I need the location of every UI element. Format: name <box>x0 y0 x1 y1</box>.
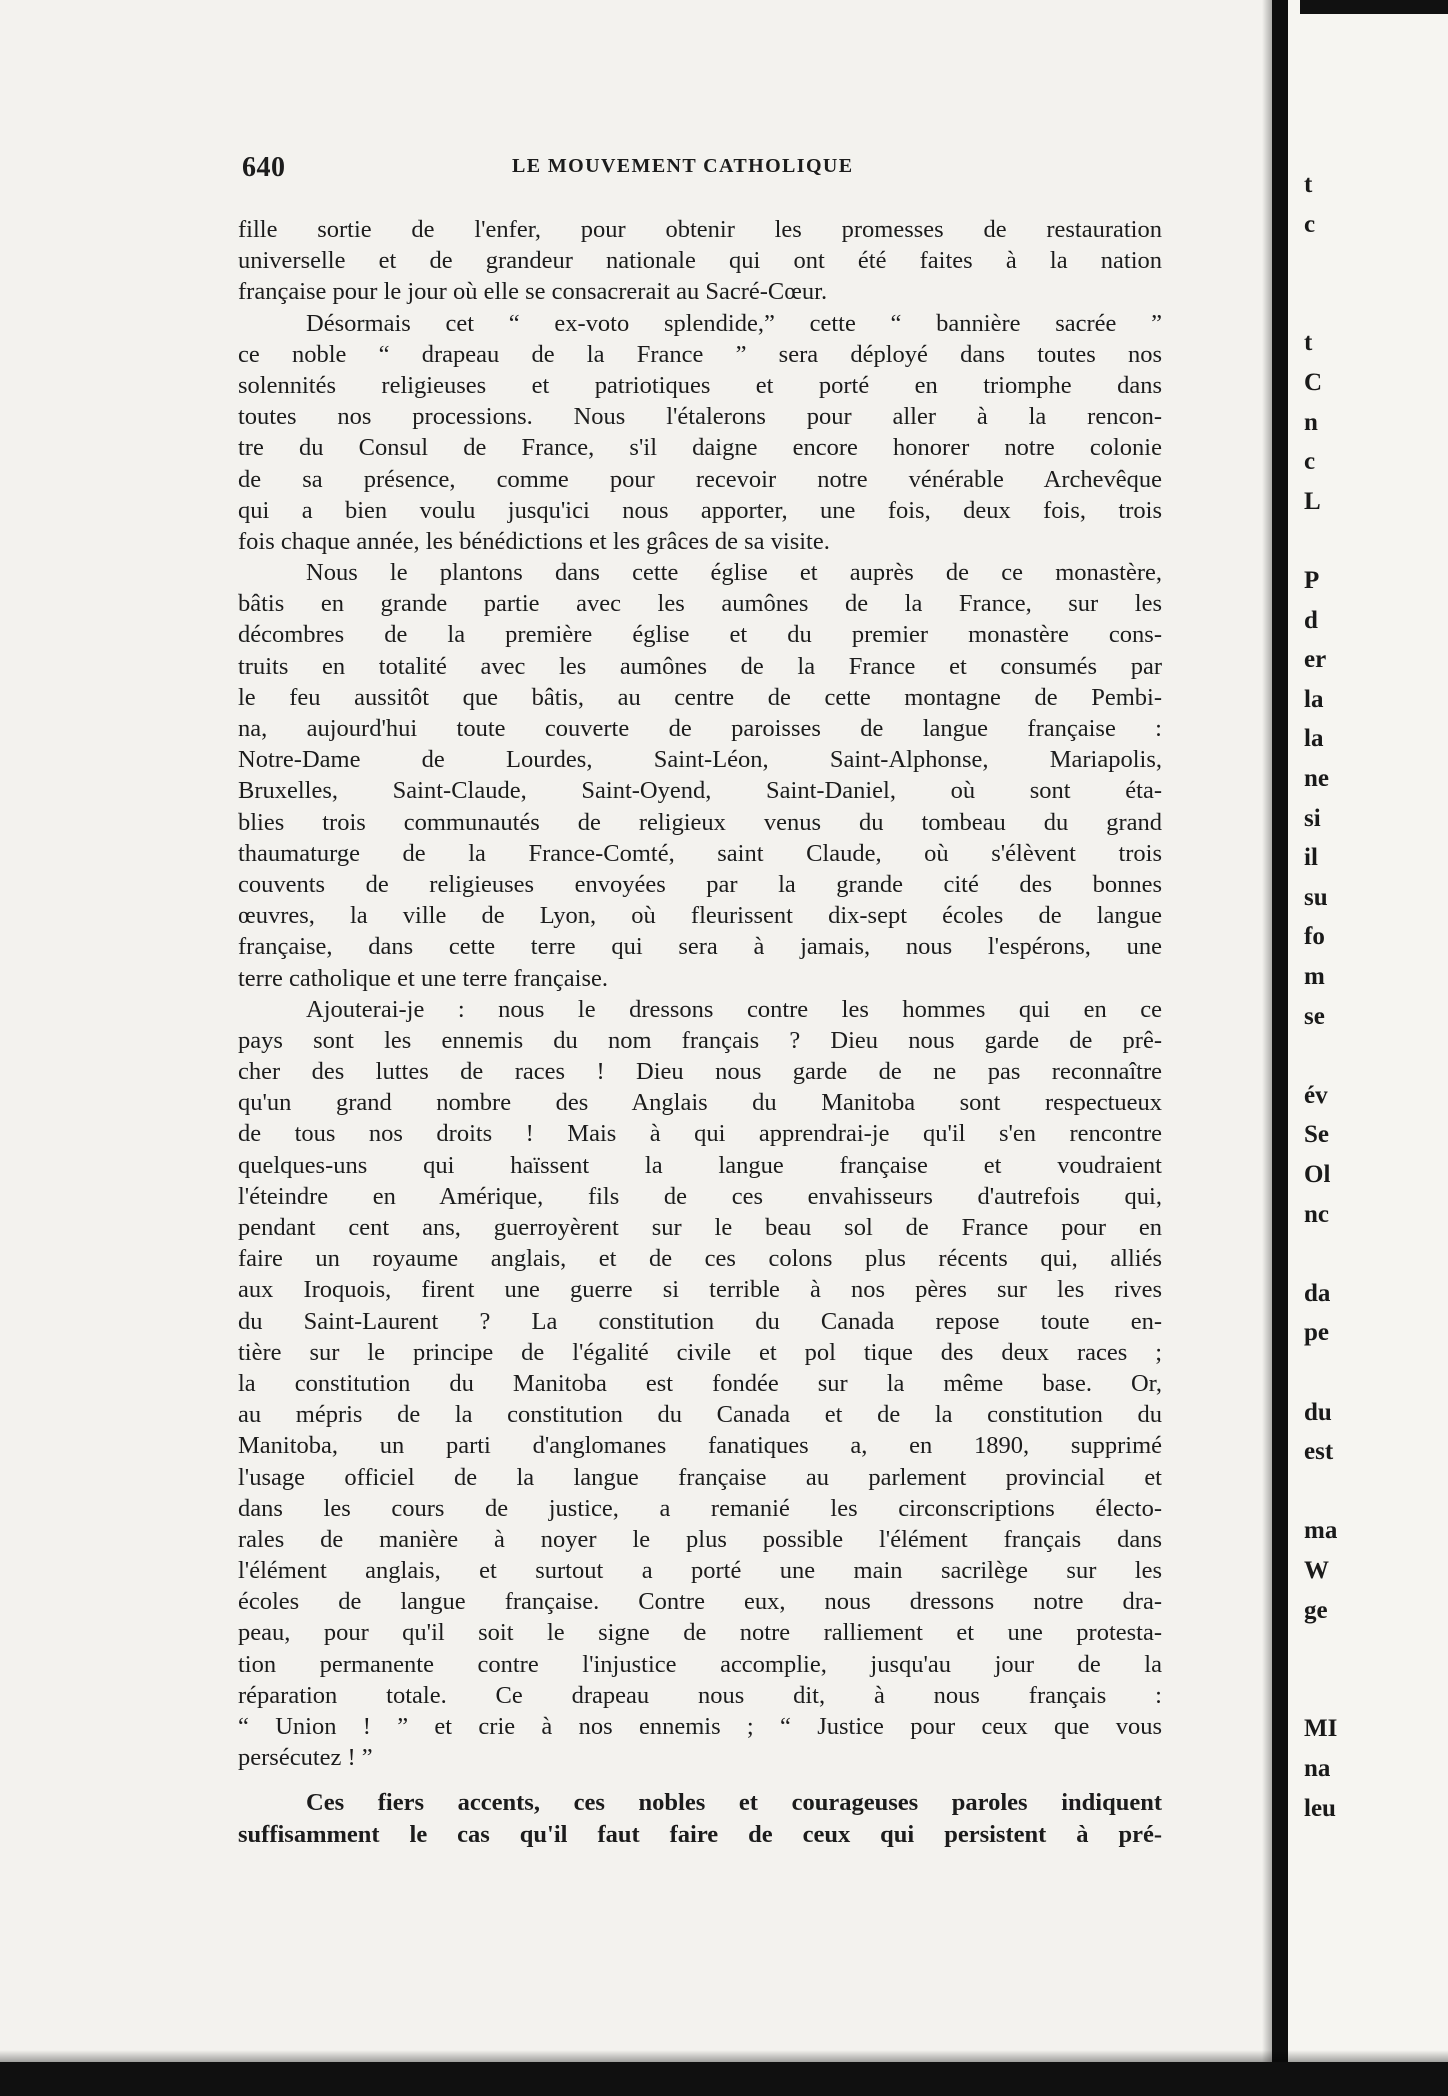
text-line: Notre-Dame de Lourdes, Saint-Léon, Saint-Alphonse, Mariapolis, <box>238 746 1162 774</box>
text-line: de sa présence, comme pour recevoir notre vénérable Archevêque <box>238 465 1162 493</box>
text-line: thaumaturge de la France-Comté, saint Claude, où s'élèvent trois <box>238 839 1162 867</box>
facing-page-fragment: est <box>1304 1438 1334 1466</box>
text-line: décombres de la première église et du premier monastère cons- <box>238 621 1162 649</box>
facing-page-fragment: L <box>1304 487 1321 515</box>
page-header <box>242 152 1152 192</box>
text-line: cher des luttes de races ! Dieu nous garde de ne pas reconnaître <box>238 1058 1162 1086</box>
facing-page-top-shadow <box>1300 0 1448 14</box>
text-line: tion permanente contre l'injustice accomplie, jusqu'au jour de la <box>238 1650 1162 1678</box>
text-line: terre catholique et une terre française. <box>238 964 609 992</box>
facing-page-fragment: se <box>1304 1002 1325 1030</box>
text-line: au mépris de la constitution du Canada et de la constitution du <box>238 1401 1162 1429</box>
text-line: blies trois communautés de religieux venus du tombeau du grand <box>238 808 1162 836</box>
text-line: pendant cent ans, guerroyèrent sur le beau sol de France pour en <box>238 1214 1162 1241</box>
text-line: écoles de langue française. Contre eux, nous dressons notre dra- <box>238 1588 1162 1616</box>
text-line: l'éteindre en Amérique, fils de ces envahisseurs d'autrefois qui, <box>238 1182 1162 1210</box>
facing-page-fragment: n <box>1304 408 1318 436</box>
text-line: fille sortie de l'enfer, pour obtenir les promesses de restauration <box>238 216 1162 243</box>
text-line: bâtis en grande partie avec les aumônes de la France, sur les <box>238 590 1162 618</box>
facing-page-fragment: c <box>1304 210 1316 238</box>
book-gutter <box>1272 0 1288 2096</box>
text-line: l'usage officiel de la langue française au parlement provincial et <box>238 1463 1162 1491</box>
text-line: couvents de religieuses envoyées par la grande cité des bonnes <box>238 870 1162 898</box>
facing-page-fragment: m <box>1304 963 1325 990</box>
facing-page-fragment: t <box>1304 171 1313 198</box>
facing-page-fragment: ma <box>1304 1517 1338 1545</box>
text-line: fois chaque année, les bénédictions et les grâces de sa visite. <box>238 527 830 555</box>
facing-page-fragment: da <box>1304 1279 1331 1307</box>
facing-page-fragment: ge <box>1304 1596 1328 1624</box>
text-line: quelques-uns qui haïssent la langue française et voudraient <box>238 1151 1162 1179</box>
facing-page-fragment: ne <box>1304 765 1329 792</box>
facing-page-fragment: t <box>1304 329 1313 357</box>
text-line: aux Iroquois, firent une guerre si terrible à nos pères sur les rives <box>238 1276 1162 1304</box>
facing-page-fragment: su <box>1304 883 1328 911</box>
text-line: française, dans cette terre qui sera à jamais, nous l'espérons, une <box>238 933 1162 961</box>
text-line: universelle et de grandeur nationale qui ont été faites à la nation <box>238 247 1162 275</box>
text-line: œuvres, la ville de Lyon, où fleurissent dix-sept écoles de langue <box>238 902 1162 930</box>
text-line: le feu aussitôt que bâtis, au centre de cette montagne de Pembi- <box>238 683 1162 711</box>
facing-page-fragment: Ol <box>1304 1161 1331 1188</box>
text-line: suffisamment le cas qu'il faut faire de ceux qui persistent à pré- <box>238 1820 1162 1848</box>
text-line: faire un royaume anglais, et de ces colons plus récents qui, alliés <box>238 1245 1162 1273</box>
facing-page-fragment: nc <box>1304 1200 1329 1228</box>
text-line: réparation totale. Ce drapeau nous dit, à nous français : <box>238 1681 1162 1709</box>
text-line: persécutez ! ” <box>238 1744 373 1772</box>
page-number: 640 <box>242 152 286 183</box>
text-line: rales de manière à noyer le plus possible l'élément français dans <box>238 1525 1162 1553</box>
text-line: Désormais cet “ ex-voto splendide,” cette “ bannière sacrée ” <box>306 309 1162 337</box>
facing-page-fragment: er <box>1304 646 1327 674</box>
facing-page-fragment: la <box>1304 685 1324 713</box>
text-line: Bruxelles, Saint-Claude, Saint-Oyend, Saint-Daniel, où sont éta- <box>238 777 1162 805</box>
facing-page-fragment: la <box>1304 725 1324 753</box>
facing-page-fragment: C <box>1304 369 1323 396</box>
text-line: qu'un grand nombre des Anglais du Manitoba sont respectueux <box>238 1089 1162 1117</box>
text-line: qui a bien voulu jusqu'ici nous apporter, une fois, deux fois, trois <box>238 496 1162 524</box>
text-line: de tous nos droits ! Mais à qui apprendrai-je qu'il s'en rencontre <box>238 1120 1162 1148</box>
facing-page-fragment: c <box>1304 448 1316 476</box>
paragraph-gap <box>238 1773 1162 1787</box>
facing-page-fragment: MI <box>1304 1715 1338 1743</box>
scan-bottom-border <box>0 2062 1448 2096</box>
text-line: toutes nos processions. Nous l'étalerons pour aller à la rencon- <box>238 403 1162 431</box>
text-line: l'élément anglais, et surtout a porté une main sacrilège sur les <box>238 1557 1162 1585</box>
facing-page-fragment: leu <box>1304 1794 1336 1822</box>
text-line: na, aujourd'hui toute couverte de paroisses de langue française : <box>238 715 1162 742</box>
facing-page-fragment: il <box>1304 844 1318 872</box>
facing-page-fragment: pe <box>1304 1319 1329 1347</box>
facing-page-fragment: na <box>1304 1755 1331 1782</box>
text-line: dans les cours de justice, a remanié les circonscriptions électo- <box>238 1494 1162 1522</box>
text-line: tre du Consul de France, s'il daigne encore honorer notre colonie <box>238 434 1162 462</box>
running-title: LE MOUVEMENT CATHOLIQUE <box>512 155 854 177</box>
text-line: “ Union ! ” et crie à nos ennemis ; “ Justice pour ceux que vous <box>238 1713 1162 1740</box>
facing-page-fragment: d <box>1304 606 1318 634</box>
facing-page-fragment: si <box>1304 804 1321 832</box>
facing-page-edge <box>1288 0 1448 2096</box>
text-line: du Saint-Laurent ? La constitution du Canada repose toute en- <box>238 1307 1162 1335</box>
facing-page-fragment: év <box>1304 1081 1328 1109</box>
facing-page-fragment: Se <box>1304 1121 1329 1149</box>
facing-page-fragment: du <box>1304 1398 1332 1426</box>
facing-page-fragment: W <box>1304 1557 1329 1584</box>
text-line: peau, pour qu'il soit le signe de notre ralliement et une protesta- <box>238 1619 1162 1647</box>
text-line: truits en totalité avec les aumônes de la France et consumés par <box>238 652 1162 680</box>
text-line: Ajouterai-je : nous le dressons contre les hommes qui en ce <box>306 995 1162 1023</box>
text-line: Manitoba, un parti d'anglomanes fanatiques a, en 1890, supprimé <box>238 1432 1162 1460</box>
text-line: Ces fiers accents, ces nobles et courageuses paroles indiquent <box>306 1789 1162 1817</box>
body-text <box>238 214 1162 1850</box>
text-line: tière sur le principe de l'égalité civile et pol tique des deux races ; <box>238 1338 1162 1366</box>
facing-page-fragment: P <box>1304 567 1320 594</box>
text-line: Nous le plantons dans cette église et auprès de ce monastère, <box>306 559 1162 587</box>
text-line: la constitution du Manitoba est fondée sur la même base. Or, <box>238 1369 1162 1397</box>
text-line: pays sont les ennemis du nom français ? Dieu nous garde de prê- <box>238 1026 1162 1054</box>
text-line: ce noble “ drapeau de la France ” sera déployé dans toutes nos <box>238 340 1162 368</box>
facing-page-fragment: fo <box>1304 923 1325 951</box>
text-line: solennités religieuses et patriotiques et porté en triomphe dans <box>238 371 1162 399</box>
text-line: française pour le jour où elle se consacrerait au Sacré-Cœur. <box>238 278 828 306</box>
